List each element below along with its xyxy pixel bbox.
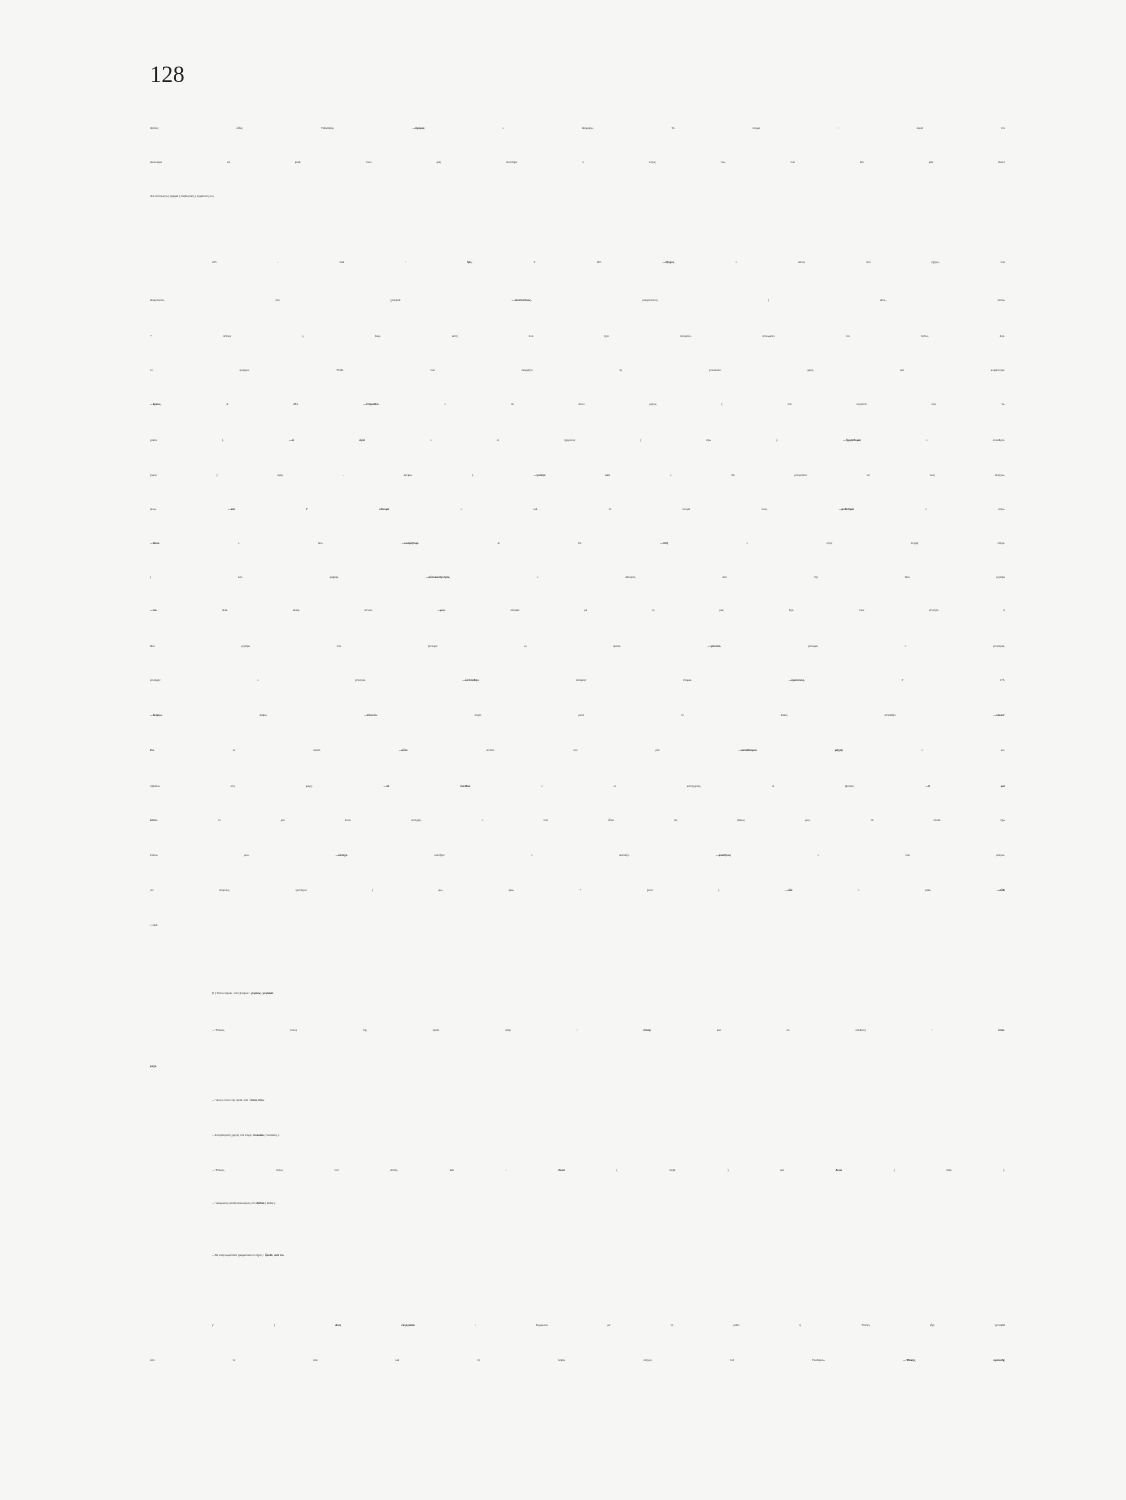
bold-term: —ἅ μοί — [925, 784, 1005, 788]
text-run: = ἐκεῖ. — [150, 923, 159, 927]
text-line-27 — [150, 1083, 1005, 1117]
bold-term: ρεχε. — [150, 1064, 157, 1068]
bold-term: —τά ὀνείδεα — [383, 784, 471, 788]
text-run: = κα- — [843, 748, 1005, 752]
text-run: = δύο. — [159, 541, 402, 545]
text-run: = σέ ἄλλο μέρος ( τοῦ στρατοῦ τῶν ’Α- — [379, 402, 1005, 406]
text-run: = καί τό ὄνομά τους. — [389, 507, 839, 511]
text-line-14 — [150, 593, 1005, 627]
text-line-1 — [150, 111, 1005, 145]
bold-term: —καταδύομαι μάχην — [738, 748, 844, 752]
bold-term: ἤλυθε, σεῦ τώ. — [264, 1253, 285, 1257]
text-run: —’Ανώμαλος ἀναδιπλασιασμός στό — [212, 1201, 257, 1205]
text-line-2 — [150, 145, 1005, 179]
text-run: = συναθροί- — [860, 438, 1005, 442]
text-line-29 — [150, 1153, 1005, 1187]
italic-text: μοι — [280, 818, 285, 822]
text-line-23 — [150, 908, 1005, 942]
text-run: σύναψε μέ τό — [445, 608, 720, 612]
text-run: ἀκούσαμε νά μιλᾶ, τόσο μᾶς συνεπῆρε ὁ λόγος του, πού δέν μᾶς ἔκανε — [150, 160, 1005, 164]
italic-text: + πέπλος ), — [150, 334, 304, 338]
text-run: ( λατ. pugna). — [150, 575, 426, 579]
text-line-22 — [150, 873, 1005, 907]
text-run: = γέννησα. — [160, 678, 463, 682]
bold-term: —ἡγερέθομαι — [843, 438, 861, 442]
bold-term: —αὐτοκασίγνητος — [425, 575, 450, 579]
bold-term: ὑπεί- — [998, 1028, 1005, 1032]
text-run: —’Επικός τύπος τῆς πρόθ. — [212, 1028, 506, 1032]
text-run: Κυρ. αὐτή πού ἔχει τεταμένο, ἁπλωμένο τόν πέπλο, δηλ. — [303, 334, 1005, 338]
bold-term: δοιοί — [558, 1168, 565, 1172]
text-run: —Συνηθισμένη χρήση τοῦ ἐπιρρ. — [212, 1133, 253, 1137]
italic-text: ἰδόντες εἶδος ’Οδυσσῆος. — [150, 126, 413, 130]
bold-term: —δεύρω· — [150, 713, 163, 717]
bold-term: —’Ιθάκης κραναῆς — [903, 1358, 1005, 1362]
text-run: = θά μποροῦσα νά τούς ἀναγνω- — [609, 473, 1005, 477]
text-line-16 — [150, 663, 1005, 697]
text-line-30 — [150, 1186, 1005, 1220]
text-line-26 — [150, 1049, 1005, 1083]
bold-term: —γείνατο· — [707, 644, 722, 648]
text-run: Α 284. — [161, 402, 364, 406]
text-run: τό — [157, 818, 281, 822]
text-run: νει σπόρους, γεννήτρα — [150, 888, 373, 892]
bold-term: —φυσίζοος — [715, 853, 732, 857]
text-line-32 — [150, 1308, 1005, 1342]
text-run: —’Επικός τύπος τοῦ — [212, 1168, 391, 1172]
text-line-4 — [150, 245, 1005, 279]
text-run: Γ 175. — [805, 678, 1005, 682]
bold-term: Διός ἐκγεγαυῖα : — [335, 1323, 476, 1327]
bold-term: ὑπείρ — [643, 1028, 652, 1032]
text-line-11 — [150, 492, 1005, 526]
text-line-12 — [150, 526, 1005, 560]
italic-text: γεραρὰ — [169, 194, 179, 198]
bold-term: —αὖτε· — [398, 748, 409, 752]
bold-term: πολλάκι — [252, 1133, 264, 1137]
italic-text: ( πολλάκις ). — [263, 1133, 280, 1137]
text-line-9 — [150, 423, 1005, 457]
text-run: δοτκ. ἀντιχαρ. = πού εἶναι εἰς βάρος μου, τά ὁποῖα ἔχω — [284, 818, 1005, 822]
bold-term: —ἐρατεινός· — [788, 678, 806, 682]
bold-term: δοιώ — [835, 1168, 843, 1172]
page-number: 128 — [150, 62, 185, 87]
text-run: Σύμφωνα μέ τό μύθο ἡ ‘Ελένη εἶχε γεννηθεῖ — [475, 1323, 1005, 1327]
text-run: διακρίνεται, πού ξεπερνᾶ. — [150, 298, 512, 302]
bold-term: —νέεσσ’ — [993, 713, 1005, 717]
text-line-15 — [150, 629, 1005, 663]
text-run: ἐπάνω μου. — [150, 853, 336, 857]
italic-text: ( φυ-, φύω + ζειαί ). — [372, 888, 786, 892]
bold-term: δείδια — [256, 1201, 265, 1205]
bold-term: —ἕρκος· — [150, 402, 162, 406]
bold-term: ἔνι· — [150, 748, 155, 752]
bold-term: —μυθοῦμαι — [838, 507, 854, 511]
italic-text: ἐσπέσθην. — [884, 713, 994, 717]
text-run: 225 - 244 : — [212, 260, 467, 264]
text-run: = γεννιέμαι, — [817, 644, 1005, 648]
text-run: , δηλ. τούς γέννησε ἡ — [723, 608, 1005, 612]
text-line-33 — [150, 1343, 1005, 1377]
italic-text: ( ἀγερ - ἀγείρω ). — [216, 473, 534, 477]
bold-term: —ἔξοχος — [662, 260, 675, 264]
text-run: κατεῖχεν = σκέπαζε. — [348, 853, 716, 857]
text-run: μακρόπεπλη — [531, 298, 769, 302]
text-line-18 — [150, 733, 1005, 767]
text-line-7 — [150, 353, 1005, 387]
bold-term: γεγαώς, γεγάασι. — [250, 991, 274, 995]
text-run: = ἀδελφός ἀπό τήν ἴδια μητέρα — [449, 575, 1005, 579]
text-line-25 — [150, 1013, 1005, 1047]
bold-term: —τώ· — [150, 608, 158, 612]
bold-term: —τανύπεπλος· — [511, 298, 532, 302]
italic-text: ( δέδια ). — [264, 1201, 276, 1205]
text-run: τεβαίνω στή μάχη. — [150, 784, 384, 788]
italic-text: ἑσπόμην· ἕπομαι. — [479, 678, 789, 682]
text-run: γ′ ) — [212, 1323, 336, 1327]
text-line-20 — [150, 803, 1005, 837]
text-run: = στήν πυγμή· ἐπίρρ. — [667, 541, 1005, 545]
text-run: = γαῖα. — [792, 888, 997, 892]
text-run: ( πληθ. ) καί — [564, 1168, 836, 1172]
text-line-5 — [150, 283, 1005, 317]
text-line-17 — [150, 698, 1005, 732]
text-run: πιά ἐντύπωση ἡ — [150, 194, 170, 198]
bold-term: —αἶα — [785, 888, 793, 892]
text-line-21 — [150, 838, 1005, 872]
text-run: ζομαι — [150, 473, 217, 477]
bold-term: —πὺξ — [660, 541, 668, 545]
italic-text: γείνομαι — [721, 644, 818, 648]
text-run: τό φόρεμα. ’Επίθ. πού ἐκφράζει τή γυναικεία χάρη καί κομψότητα. — [150, 368, 1005, 372]
text-run: ( ἐπιβλητική ), ἐμφάνισή του. — [178, 194, 215, 198]
text-run: = θαυμάζω. Τό νόημα : ἀφοῦ τόν — [424, 126, 1005, 130]
italic-text: —Νά ἀναγνωριστοῦν γραμματικά οἱ λέξεις : — [212, 1253, 265, 1257]
text-run: = οἱ κατηγορίες, οἱ βρισιές. — [470, 784, 926, 788]
text-run: β′ ) Τύποι παρακ. τοῦ — [212, 991, 239, 995]
italic-text: ( ἄγω ). — [640, 438, 844, 442]
text-run: = αὐτός πού ἐξέχει, πού — [674, 260, 1005, 264]
italic-text: γίγνομαι : — [238, 991, 251, 995]
text-run: —’Αλλοι τύποι τῆς πρόθ. — [212, 1098, 244, 1102]
italic-text: ὑπέρ : — [505, 1028, 644, 1032]
bold-term: —ἕποντο· — [364, 713, 378, 717]
italic-text: δεῦρο. — [162, 713, 365, 717]
text-line-6 — [150, 319, 1005, 353]
text-line-13 — [150, 560, 1005, 594]
italic-text: μία — [719, 608, 724, 612]
text-run: δυϊκ. ἀναφ. ἀντων. — [157, 608, 438, 612]
text-run: = λέγω. — [854, 507, 1005, 511]
text-run: πληθ. μετά τό δυϊκό — [377, 713, 885, 717]
text-line-31 — [150, 1238, 1005, 1272]
bold-term: —αὖθι — [996, 888, 1005, 892]
bold-term: —καί τ’ οὔνομα — [227, 507, 390, 511]
text-line-19 — [150, 769, 1005, 803]
text-line-28 — [150, 1118, 1005, 1152]
italic-text: ( τάνυ-, τανύω — [768, 298, 1005, 302]
italic-text: μέν. — [655, 748, 739, 752]
bold-term: ἠύς· — [466, 260, 473, 264]
text-run: καί σέ σύνθεση : — [651, 1028, 999, 1032]
bold-term: —δοιώ — [150, 541, 160, 545]
bold-term: —κάτεχε· — [335, 853, 349, 857]
text-run: ρίσω. — [150, 507, 228, 511]
text-run: = πού φυτρώ- — [731, 853, 1005, 857]
italic-text: διττός, δύο : — [390, 1168, 559, 1172]
bold-term: —ἐσπέσθην· — [462, 678, 480, 682]
bold-term: —μοι· — [437, 608, 446, 612]
text-line-8 — [150, 387, 1005, 421]
bold-term: ὑπαί, ὕπο. — [250, 1098, 265, 1102]
text-run: Γ 167. — [472, 260, 663, 264]
bold-term: —ἄγαμαι — [412, 126, 425, 130]
bold-term: —γνοίην κεν — [533, 473, 610, 477]
text-run: = οἱ ἡγεμόνες — [365, 438, 641, 442]
italic-text: γεινάμην — [150, 678, 161, 682]
italic-text: ὑπό : — [243, 1098, 251, 1102]
text-run: ἴδια μητέρα πού γέννησε κι ἐμένα. — [150, 644, 708, 648]
bold-term: —κοσμήτωρ· — [401, 541, 420, 545]
bold-term: —οἱ ἀγοὶ — [288, 438, 366, 442]
text-line-24 — [150, 976, 1005, 1010]
italic-text: ἐν ναυσί. — [154, 748, 399, 752]
text-run: Α 16. — [419, 541, 661, 545]
text-run: ἀντίστ. στό — [408, 748, 656, 752]
text-run: ( δυϊκ ). — [842, 1168, 1005, 1172]
bold-term: —ἑτέρωθεν· — [363, 402, 380, 406]
text-run: ἀπό τό Δία καί τή Λήδα, σύζυγο τοῦ Τυνδάρεω. — [150, 1358, 904, 1362]
text-run: χαιῶν ). — [150, 438, 289, 442]
text-line-10 — [150, 458, 1005, 492]
text-line-3 — [150, 179, 1005, 213]
bold-term: ἐστιν· — [150, 818, 158, 822]
